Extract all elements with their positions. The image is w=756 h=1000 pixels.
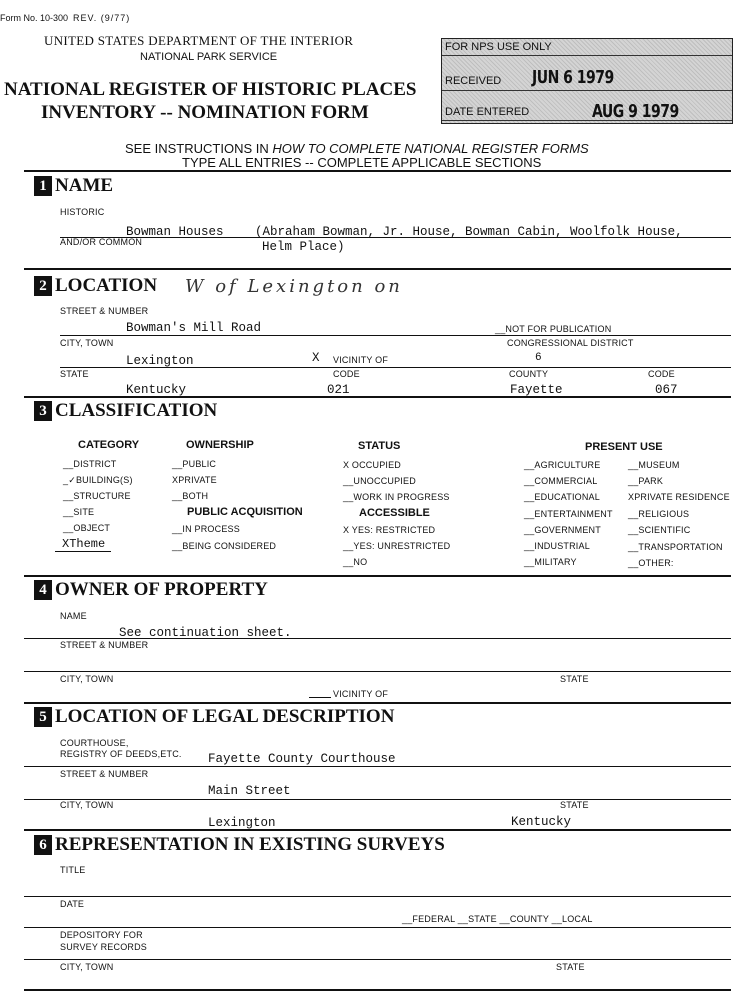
ownership-option: XPRIVATE (172, 475, 217, 485)
county-value: Fayette (510, 383, 563, 397)
survey-date-label: DATE (60, 899, 85, 909)
historic-value: Bowman Houses (126, 225, 224, 239)
section-6-heading: 6 REPRESENTATION IN EXISTING SURVEYS (34, 834, 445, 856)
accessible-heading: ACCESSIBLE (359, 507, 430, 519)
courthouse-value: Fayette County Courthouse (208, 752, 396, 766)
present-use-option: __SCIENTIFIC (628, 525, 691, 535)
legal-street-value: Main Street (208, 784, 291, 798)
present-use-option: __RELIGIOUS (628, 509, 690, 519)
owner-name-value: See continuation sheet. (119, 626, 292, 640)
divider (24, 989, 731, 991)
common-name-value-1: (Abraham Bowman, Jr. House, Bowman Cabin, Woolfolk House, (255, 225, 683, 239)
divider (24, 927, 731, 928)
survey-state-label: STATE (556, 962, 585, 972)
status-option: __UNOCCUPIED (343, 476, 416, 486)
depository-label-2: SURVEY RECORDS (60, 942, 147, 952)
divider (60, 237, 731, 238)
vicinity-label: VICINITY OF (333, 355, 389, 365)
street-value: Bowman's Mill Road (126, 321, 262, 335)
public-acquisition-heading: PUBLIC ACQUISITION (187, 506, 303, 518)
legal-state-label: STATE (560, 800, 589, 810)
divider (24, 896, 731, 897)
divider (24, 671, 731, 672)
owner-street-label: STREET & NUMBER (60, 640, 149, 650)
category-option: __OBJECT (63, 523, 111, 533)
depository-label-1: DEPOSITORY FOR (60, 930, 143, 940)
present-use-option: __GOVERNMENT (524, 525, 601, 535)
city-value: Lexington (126, 354, 194, 368)
present-use-option: __EDUCATIONAL (524, 492, 600, 502)
courthouse-label-1: COURTHOUSE, (60, 738, 129, 748)
divider (24, 268, 731, 270)
present-use-option: __ENTERTAINMENT (524, 509, 613, 519)
divider (24, 638, 731, 639)
divider (55, 551, 111, 552)
instructions-line1: SEE INSTRUCTIONS IN HOW TO COMPLETE NATIONAL REGISTER FORMS (125, 141, 589, 156)
legal-state-value: Kentucky (511, 815, 572, 829)
acquisition-option: __IN PROCESS (172, 524, 240, 534)
state-value: Kentucky (126, 383, 187, 397)
instructions-line2: TYPE ALL ENTRIES -- COMPLETE APPLICABLE SECTIONS (182, 155, 542, 170)
category-option: _✓BUILDING(S) (63, 475, 133, 485)
divider (24, 829, 731, 831)
legal-street-label: STREET & NUMBER (60, 769, 149, 779)
congressional-district-value: 6 (535, 352, 542, 364)
not-for-publication: __NOT FOR PUBLICATION (495, 324, 612, 334)
present-use-option: __TRANSPORTATION (628, 542, 723, 552)
courthouse-label-2: REGISTRY OF DEEDS,ETC. (60, 749, 182, 759)
nps-use-only-box (441, 38, 733, 124)
state-code-value: 021 (327, 383, 350, 397)
received-stamp: JUN 6 1979 (532, 68, 614, 88)
divider (60, 367, 731, 368)
form-title-line1: NATIONAL REGISTER OF HISTORIC PLACES (4, 79, 417, 100)
ownership-heading: OWNERSHIP (186, 439, 254, 451)
legal-city-value: Lexington (208, 816, 276, 830)
county-code-value: 067 (655, 383, 678, 397)
present-use-option: __OTHER: (628, 558, 674, 568)
accessible-option: __NO (343, 557, 368, 567)
category-option: __STRUCTURE (63, 491, 131, 501)
date-entered-stamp: AUG 9 1979 (592, 102, 679, 122)
historic-label: HISTORIC (60, 207, 105, 217)
present-use-option: __MUSEUM (628, 460, 680, 470)
category-option: __SITE (63, 507, 95, 517)
divider (24, 799, 731, 800)
nps-box-title: FOR NPS USE ONLY (445, 41, 552, 53)
divider (24, 396, 731, 398)
common-name-value-2: Helm Place) (262, 240, 345, 254)
category-theme: XTheme (62, 537, 106, 551)
category-option: __DISTRICT (63, 459, 117, 469)
department-name: UNITED STATES DEPARTMENT OF THE INTERIOR (44, 33, 354, 48)
present-use-heading: PRESENT USE (585, 441, 663, 453)
accessible-option: __YES: UNRESTRICTED (343, 541, 451, 551)
date-entered-label: DATE ENTERED (445, 106, 530, 118)
ownership-option: __PUBLIC (172, 459, 217, 469)
survey-levels: __FEDERAL __STATE __COUNTY __LOCAL (402, 914, 593, 924)
form-number: Form No. 10-300 REV. (9/77) (0, 13, 131, 23)
county-code-label: CODE (648, 369, 675, 379)
owner-name-label: NAME (60, 611, 87, 621)
divider (24, 702, 731, 704)
congressional-district-label: CONGRESSIONAL DISTRICT (507, 338, 634, 348)
present-use-option: __AGRICULTURE (524, 460, 601, 470)
county-label: COUNTY (509, 369, 549, 379)
present-use-option: __MILITARY (524, 557, 577, 567)
handwritten-note: W of Lexington on (185, 276, 403, 297)
legal-city-label: CITY, TOWN (60, 800, 114, 810)
owner-vicinity-label: VICINITY OF (333, 689, 389, 699)
survey-title-label: TITLE (60, 865, 86, 875)
present-use-option: __COMMERCIAL (524, 476, 598, 486)
divider (24, 170, 731, 172)
section-5-heading: 5 LOCATION OF LEGAL DESCRIPTION (34, 706, 394, 728)
divider (24, 959, 731, 960)
owner-state-label: STATE (560, 674, 589, 684)
survey-city-label: CITY, TOWN (60, 962, 114, 972)
present-use-option: __PARK (628, 476, 664, 486)
ownership-option: __BOTH (172, 491, 209, 501)
status-heading: STATUS (358, 440, 401, 452)
section-4-heading: 4 OWNER OF PROPERTY (34, 579, 268, 601)
common-name-label: AND/OR COMMON (60, 237, 143, 247)
section-2-heading: 2 LOCATION (34, 275, 157, 297)
status-option: __WORK IN PROGRESS (343, 492, 450, 502)
acquisition-option: __BEING CONSIDERED (172, 541, 277, 551)
present-use-option: XPRIVATE RESIDENCE (628, 492, 730, 502)
form-title-line2: INVENTORY -- NOMINATION FORM (41, 102, 369, 123)
owner-city-label: CITY, TOWN (60, 674, 114, 684)
category-heading: CATEGORY (78, 439, 140, 451)
accessible-option: X YES: RESTRICTED (343, 525, 436, 535)
state-code-label: CODE (333, 369, 360, 379)
service-name: NATIONAL PARK SERVICE (140, 51, 278, 63)
present-use-option: __INDUSTRIAL (524, 541, 590, 551)
divider (60, 335, 731, 336)
section-3-heading: 3 CLASSIFICATION (34, 400, 217, 422)
state-label: STATE (60, 369, 89, 379)
divider (24, 575, 731, 577)
divider (24, 766, 731, 767)
city-label: CITY, TOWN (60, 338, 114, 348)
divider (309, 697, 331, 698)
vicinity-check: X (312, 351, 320, 365)
street-label: STREET & NUMBER (60, 306, 149, 316)
section-1-heading: 1 NAME (34, 175, 113, 197)
received-label: RECEIVED (445, 75, 502, 87)
status-option: X OCCUPIED (343, 460, 402, 470)
